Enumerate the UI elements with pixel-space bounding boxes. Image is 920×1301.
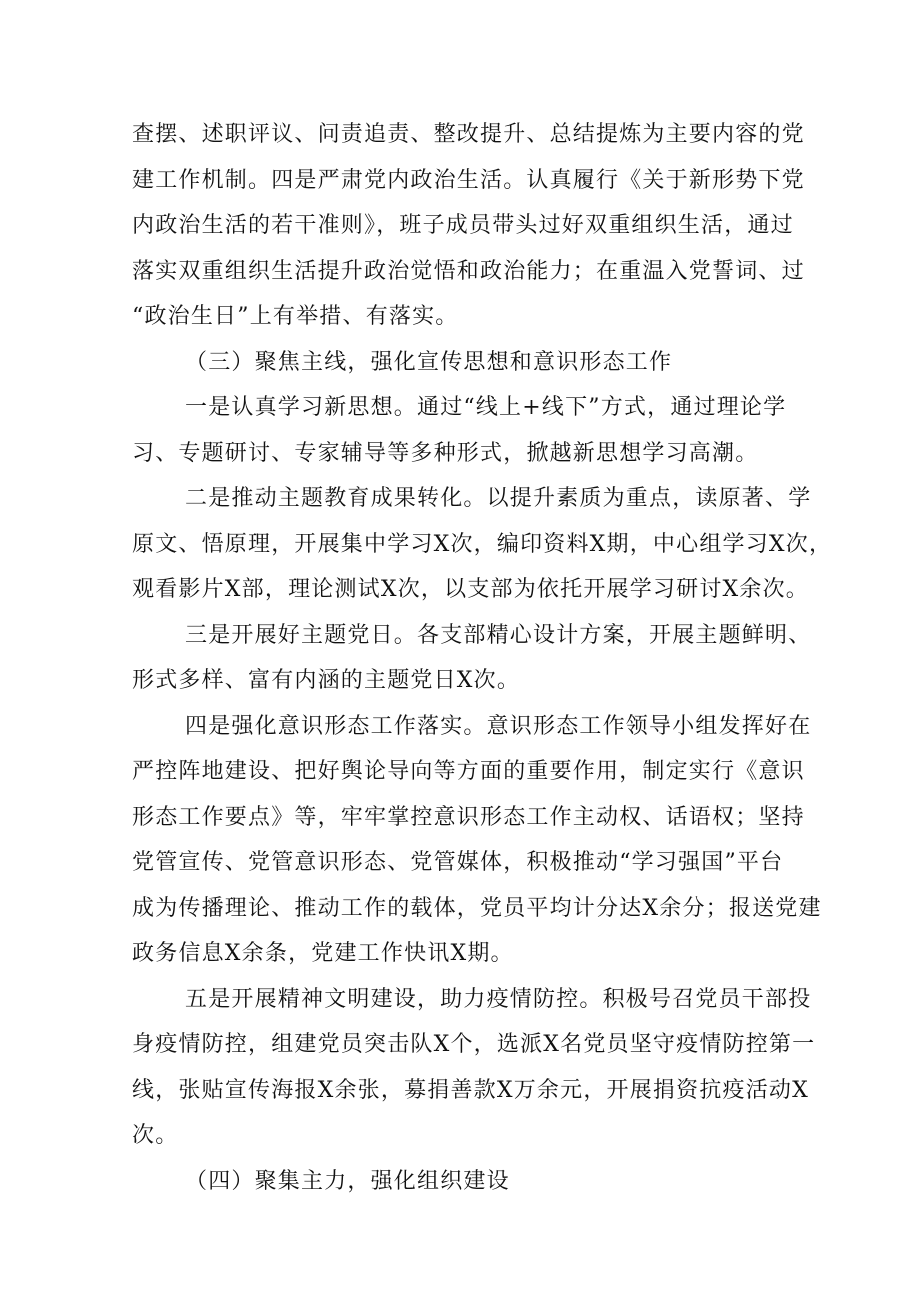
paragraph [132,112,805,340]
text-line: 形式多样、富有内涵的主题党日X次。 [132,668,521,693]
paragraph [132,977,816,1159]
text-line: 形态工作要点》等，牢牢掌控意识形态工作主动权、话语权；坚持 [132,804,805,830]
text-line: 成为传播理论、推动工作的载体，党员平均计分达X余分；报送党建 [132,895,822,921]
text-line: 三是开展好主题党日。各支部精心设计方案，开展主题鲜明、 [185,622,812,648]
text-line: 线，张贴宣传海报X余张，募捐善款X万余元，开展捐资抗疫活动X [132,1077,809,1103]
text-line: 党管宣传、党管意识形态、党管媒体，积极推动“学习强国”平台 [132,850,784,875]
text-line: 四是强化意识形态工作落实。意识形态工作领导小组发挥好在 [185,713,812,739]
text-line: 内政治生活的若干准则》，班子成员带头过好双重组织生活，通过 [132,213,794,238]
paragraph [132,385,794,476]
text-line: 观看影片X部，理论测试X次，以支部为依托开展学习研讨X余次。 [132,577,809,602]
text-line: “政治生日”上有举措、有落实。 [132,304,459,329]
paragraph [132,613,812,704]
text-line: 一是认真学习新思想。通过“线上+线下”方式，通过理论学 [185,395,787,420]
section-heading: （四）聚集主力，强化组织建设 [185,1168,510,1194]
text-line: 二是推动主题教育成果转化。以提升素质为重点，读原著、学 [185,486,812,511]
text-line: 五是开展精神文明建设，助力疫情防控。积极号召党员干部投 [185,986,812,1012]
text-line: 原文、悟原理，开展集中学习X次，编印资料X期，中心组学习X次， [132,531,833,557]
text-line: 政务信息X余条，党建工作快讯X期。 [132,941,514,966]
paragraph [132,704,822,977]
text-line: 严控阵地建设、把好舆论导向等方面的重要作用，制定实行《意识 [132,759,805,784]
section-heading: （三）聚焦主线，强化宣传思想和意识形态工作 [185,349,673,375]
text-line: 身疫情防控，组建党员突击队X个，选派X名党员坚守疫情防控第一 [132,1032,816,1057]
text-line: 次。 [132,1123,179,1148]
text-line: 查摆、述职评议、问责追责、整改提升、总结提炼为主要内容的党 [132,122,805,147]
text-line: 习、专题研讨、专家辅导等多种形式，掀越新思想学习高潮。 [132,440,759,466]
paragraph [132,476,833,613]
text-line: 落实双重组织生活提升政治觉悟和政治能力；在重温入党誓词、过 [132,258,805,284]
text-line: 建工作机制。四是严肃党内政治生活。认真履行《关于新形势下党 [132,167,805,193]
